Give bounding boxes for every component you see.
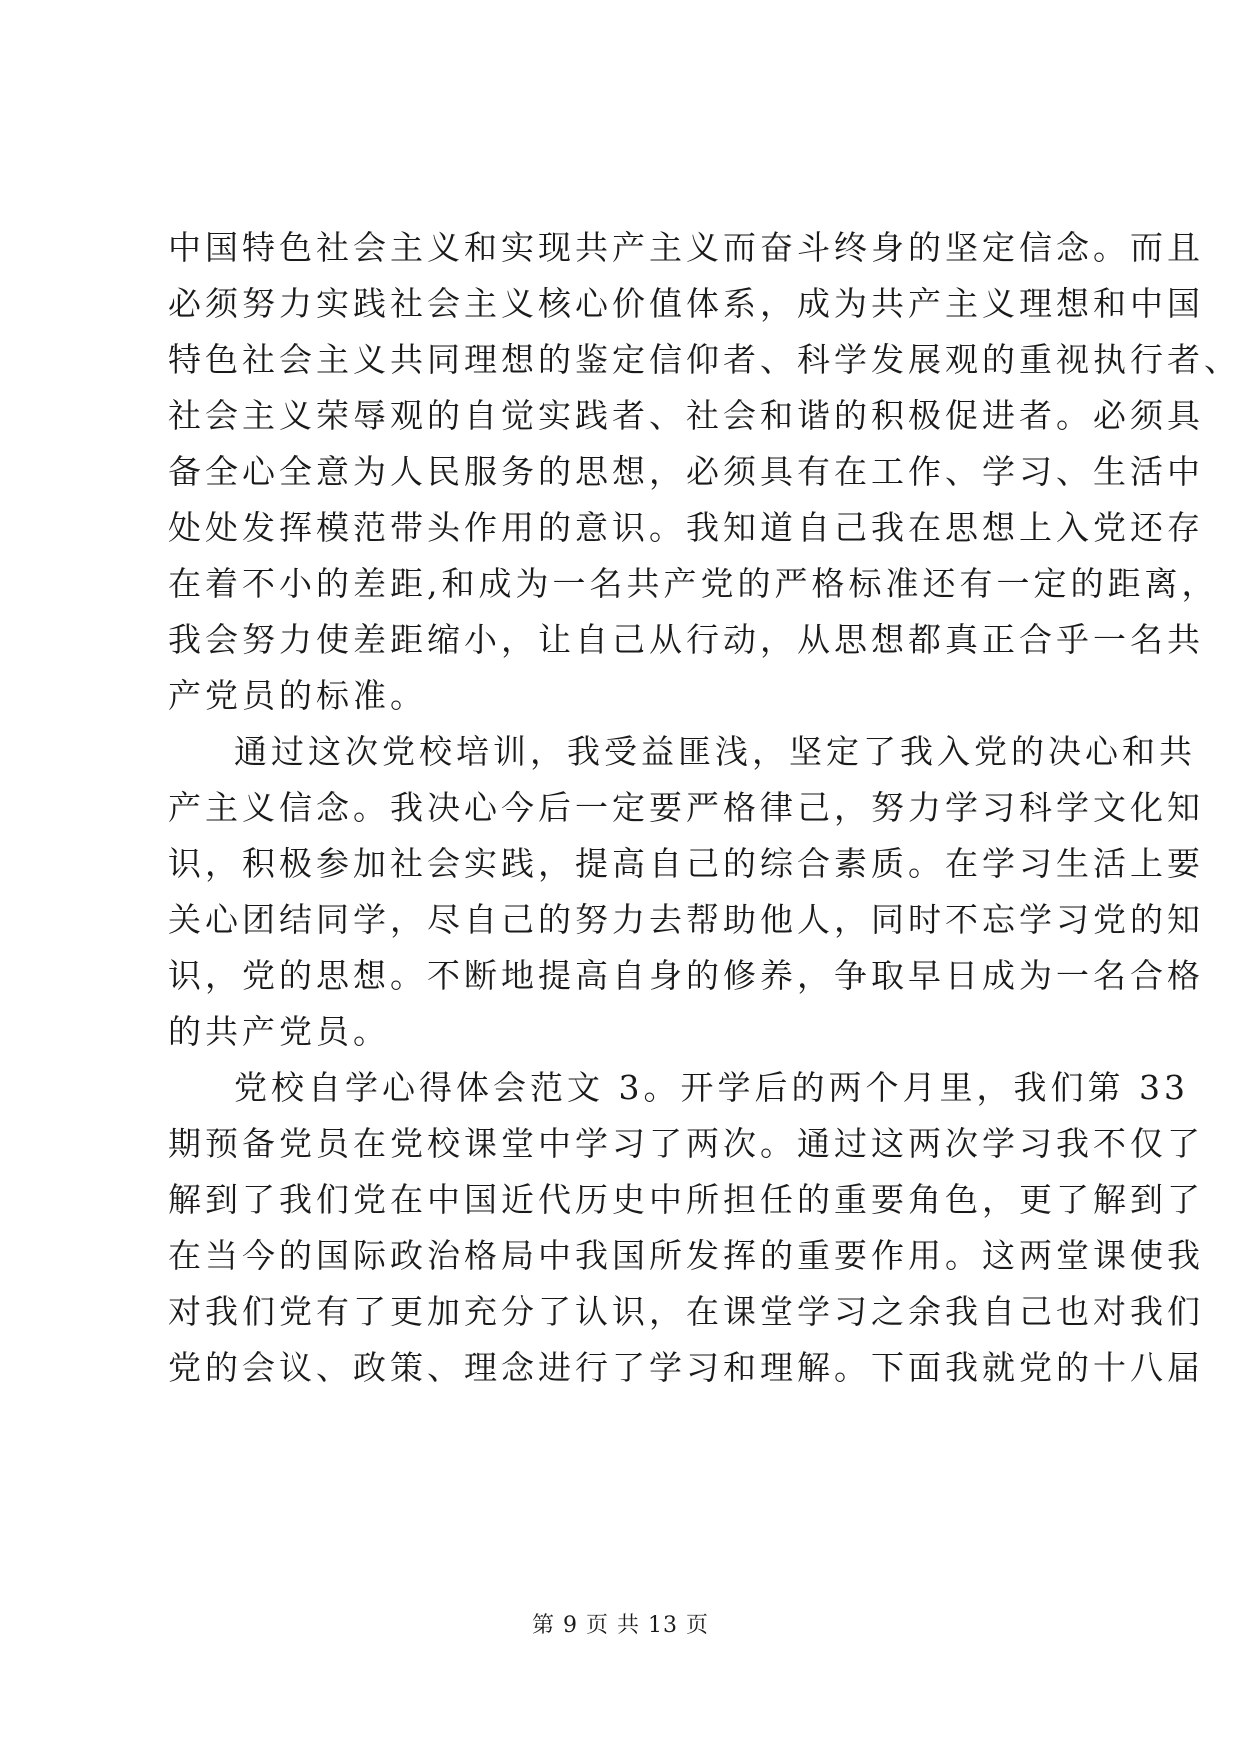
text-line: 党校自学心得体会范文 3。开学后的两个月里，我们第 33 (234, 1068, 1189, 1107)
text-line: 产党员的标准。 (168, 676, 427, 715)
text-line: 解到了我们党在中国近代历史中所担任的重要角色，更了解到了 (168, 1180, 1204, 1219)
text-line: 识，党的思想。不断地提高自身的修养，争取早日成为一名合格 (168, 956, 1204, 995)
text-line: 社会主义荣辱观的自觉实践者、社会和谐的积极促进者。必须具 (168, 396, 1204, 435)
text-line: 通过这次党校培训，我受益匪浅，坚定了我入党的决心和共 (234, 732, 1196, 771)
text-line: 必须努力实践社会主义核心价值体系，成为共产主义理想和中国 (168, 284, 1204, 323)
text-line: 我会努力使差距缩小，让自己从行动，从思想都真正合乎一名共 (168, 620, 1204, 659)
text-line: 备全心全意为人民服务的思想，必须具有在工作、学习、生活中 (168, 452, 1204, 491)
text-line: 对我们党有了更加充分了认识，在课堂学习之余我自己也对我们 (168, 1292, 1204, 1331)
text-line: 产主义信念。我决心今后一定要严格律己，努力学习科学文化知 (168, 788, 1204, 827)
text-line: 识，积极参加社会实践，提高自己的综合素质。在学习生活上要 (168, 844, 1204, 883)
text-line: 在当今的国际政治格局中我国所发挥的重要作用。这两堂课使我 (168, 1236, 1204, 1275)
text-line: 党的会议、政策、理念进行了学习和理解。下面我就党的十八届 (168, 1348, 1204, 1387)
text-line: 处处发挥模范带头作用的意识。我知道自己我在思想上入党还存 (168, 508, 1204, 547)
text-line: 中国特色社会主义和实现共产主义而奋斗终身的坚定信念。而且 (168, 228, 1204, 267)
page-footer (0, 1608, 1241, 1639)
text-line: 特色社会主义共同理想的鉴定信仰者、科学发展观的重视执行者、 (168, 340, 1241, 379)
text-line: 期预备党员在党校课堂中学习了两次。通过这两次学习我不仅了 (168, 1124, 1204, 1163)
text-line: 关心团结同学，尽自己的努力去帮助他人，同时不忘学习党的知 (168, 900, 1204, 939)
text-line: 在着不小的差距,和成为一名共产党的严格标准还有一定的距离， (168, 564, 1219, 603)
text-line: 的共产党员。 (168, 1012, 390, 1051)
page-number-label: 第 9 页 共 13 页 (532, 1613, 709, 1638)
